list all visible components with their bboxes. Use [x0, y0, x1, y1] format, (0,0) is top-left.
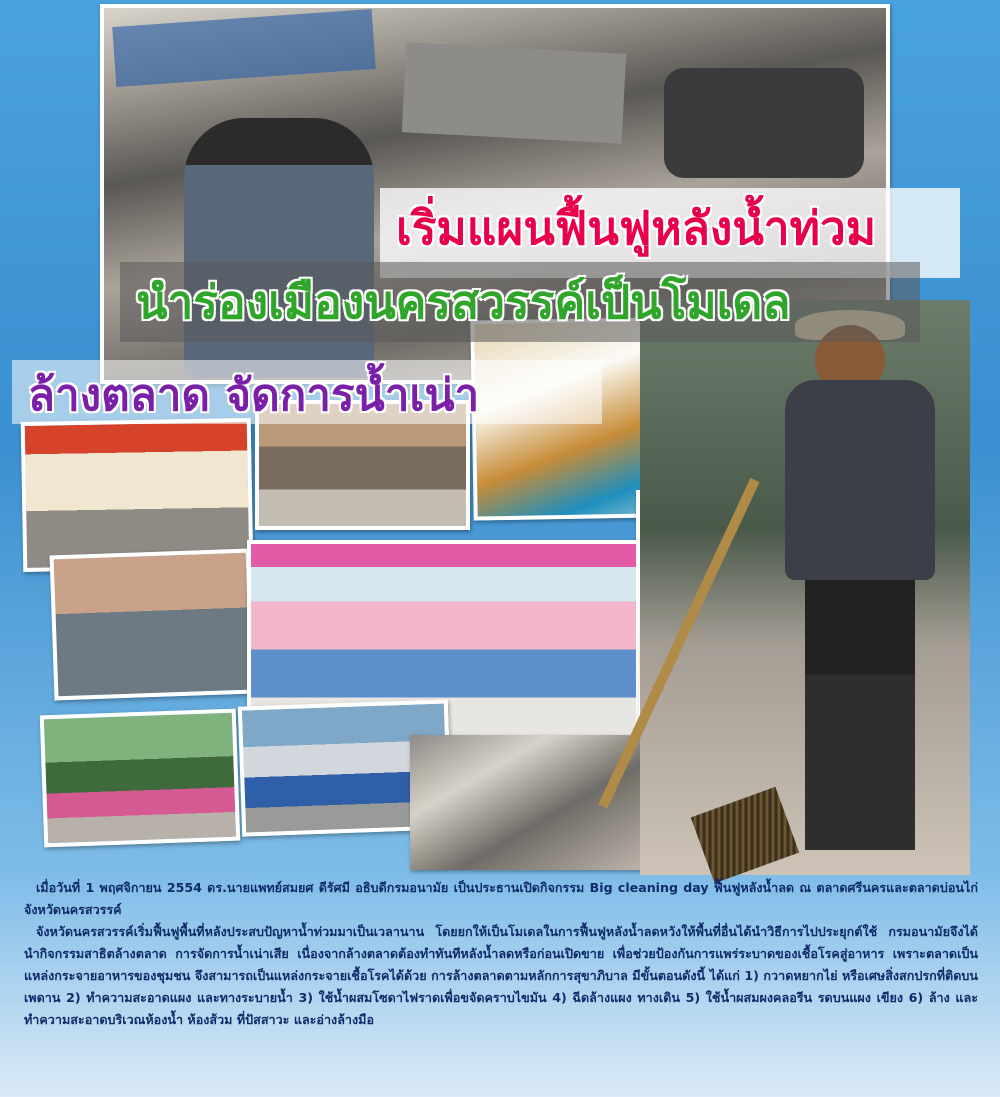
headline-line-2: นำร่องเมืองนครสวรรค์เป็นโมเดล [120, 262, 920, 342]
photo-detail [785, 380, 935, 580]
photo-detail [402, 42, 626, 143]
article-paragraph-2: จังหวัดนครสวรรค์เริ่มฟื้นฟูพื้นที่หลังประสบปัญหาน้ำท่วมมาเป็นเวลานาน โดยยกให้เป็นโมเดลในการฟื้นฟูหลังน้ำลดหวังให้พื้นที่อื่นได้นำวิธีการไปประยุกต์ใช้ กรมอนามัยจึงได้นำกิจกรรมสาธิตล้างตลาด การจัดการน้ำเน่าเสีย เนื่องจากล้างตลาดต้องทำทันทีหลังน้ำลดหรือก่อนเปิดขาย เพื่อช่วยป้องกันการแพร่ระบาดของเชื้อโรคสู่อาหาร เพราะตลาดเป็นแหล่งกระจายอาหารของชุมชน จึงสามารถเป็นแหล่งกระจายเชื้อโรคได้ด้วย การล้างตลาดตามหลักการสุขาภิบาล มีขั้นตอนดังนี้ ได้แก่ 1) กวาดหยากไย่ หรือเศษสิ่งสกปรกที่ติดบนเพดาน 2) ทำความสะอาดแผง และทางระบายน้ำ 3) ใช้น้ำผสมโซดาไฟราดเพื่อขจัดคราบไขมัน 4) ฉีดล้างแผง ทางเดิน 5) ใช้น้ำผสมผงคลอรีน รดบนแผง เขียง 6) ล้าง และทำความสะอาดบริเวณห้องน้ำ ห้องส้วม ที่ปัสสาวะ และอ่างล้างมือ [24, 924, 978, 1027]
photo-detail [664, 68, 864, 178]
street-washing-photo [50, 549, 255, 701]
photo-detail [691, 787, 800, 884]
photo-detail [805, 580, 915, 850]
headline-line-1: เริ่มแผนฟื้นฟูหลังน้ำท่วม [380, 188, 960, 278]
photo-detail [112, 9, 376, 87]
article-body [24, 877, 978, 1087]
headline-line-3: ล้างตลาด จัดการน้ำเน่า [12, 360, 602, 424]
article-paragraph-1: เมื่อวันที่ 1 พฤศจิกายน 2554 ดร.นายแพทย์สมยศ ดีรัศมี อธิบดีกรมอนามัย เป็นประธานเปิดกิจกรรม Big cleaning day ฟื้นฟูหลังน้ำลด ณ ตลาดศรีนครและตลาดบ่อนไก่ จังหวัดนครสวรรค์ [24, 880, 978, 917]
market-vendors-photo [40, 709, 240, 848]
man-with-broom-photo [640, 300, 970, 875]
